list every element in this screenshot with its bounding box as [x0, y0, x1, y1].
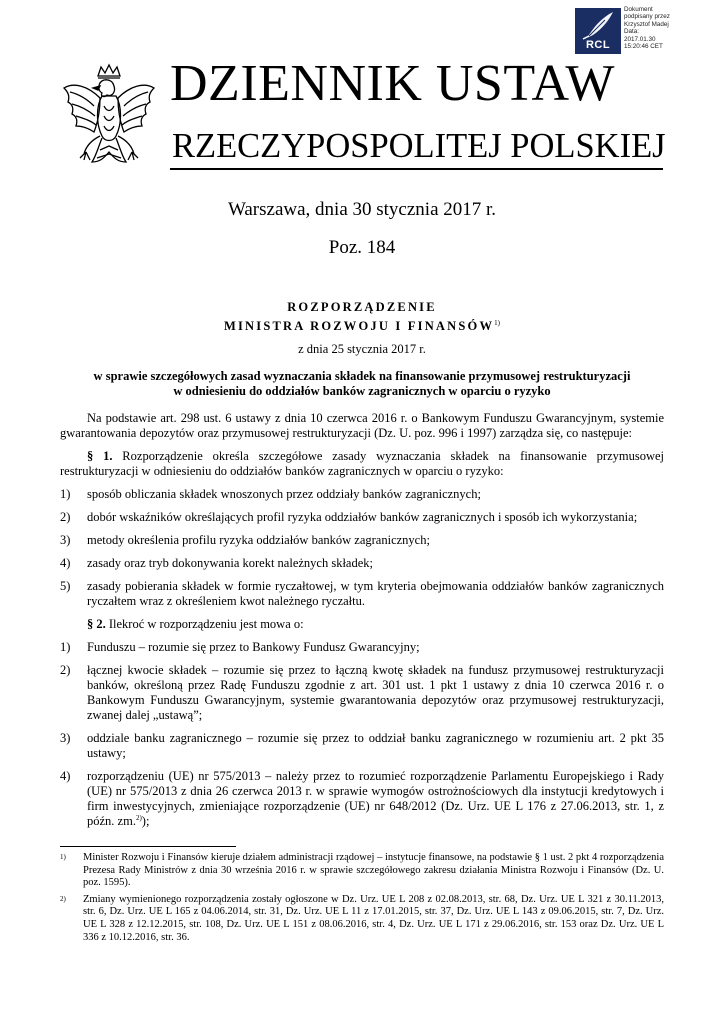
journal-subtitle: RZECZYPOSPOLITEJ POLSKIEJ: [172, 127, 666, 165]
item-text: oddziale banku zagranicznego – rozumie się przez to oddział banku zagranicznego w rozumieniu art. 2 pkt 35 ustawy;: [87, 731, 664, 760]
list-item: [60, 663, 664, 723]
footnote-number: 1): [60, 853, 66, 861]
list-item: [60, 533, 664, 548]
footnote-text: Zmiany wymienionego rozporządzenia zostały ogłoszone w Dz. Urz. UE L 208 z 02.08.2013, str. 68, Dz. Urz. UE L 321 z 30.11.2013, str. 6, Dz. Urz. UE L 165 z 04.06.2014, str. 31, Dz. Urz. UE L 11 z 17.01.2015, str. 37, Dz. Urz. UE L 143 z 09.06.2015, str. 7, Dz. Urz. UE L 328 z 12.12.2015, str. 108, Dz. Urz. UE L 151 z 08.06.2016, str. 4, Dz. Urz. UE L 171 z 29.06.2016, str. 153 oraz Dz. Urz. UE L 336 z 10.12.2016, str. 36.: [83, 893, 664, 943]
section-text: Rozporządzenie określa szczegółowe zasady wyznaczania składek na finansowanie przymusowej restrukturyzacji w odniesieniu do oddziałów banków zagranicznych w oparciu o ryzyko:: [60, 449, 665, 478]
section-label: § 2.: [87, 617, 106, 631]
footnote-text: Minister Rozwoju i Finansów kieruje działem administracji rządowej – instytucje finansowe, na podstawie § 1 ust. 2 pkt 4 rozporządzenia Prezesa Rady Ministrów z dnia 30 września 2016 r. w sprawie szczegółowego zakresu działania Ministra Rozwoju i Finansów (Dz. U. poz. 1595).: [83, 852, 664, 889]
item-number: 3): [60, 731, 71, 745]
footnote: [60, 894, 664, 944]
act-title-line: w sprawie szczegółowych zasad wyznaczania składek na finansowanie przymusowej restrukturyzacji: [93, 369, 631, 383]
preamble: Na podstawie art. 298 ust. 6 ustawy z dnia 10 czerwca 2016 r. o Bankowym Funduszu Gwarancyjnym, systemie gwarantowania depozytów oraz przymusowej restrukturyzacji (Dz. U. poz. 996 i 1997) zarządza się, co następuje:: [60, 411, 664, 440]
list-item: [60, 640, 664, 655]
item-text-tail: );: [141, 814, 150, 828]
item-text: sposób obliczania składek wnoszonych przez oddziały banków zagranicznych;: [87, 487, 481, 501]
item-number: 5): [60, 579, 71, 593]
journal-title: DZIENNIK USTAW: [170, 55, 615, 112]
act-date: z dnia 25 stycznia 2017 r.: [298, 342, 426, 356]
item-number: 4): [60, 556, 71, 570]
item-text-main: rozporządzeniu (UE) nr 575/2013 – należy przez to rozumieć rozporządzenie Parlamentu Europejskiego i Rady (UE) nr 575/2013 z dnia 26 czerwca 2013 r. w sprawie wymogów ostrożnościowych dla instytucji kredytowych i firm inwestycyjnych, zmieniające rozporządzenie (UE) nr 648/2012 (Dz. Urz. UE L 176 z 27.06.2013, str. 1, z późn. zm.: [87, 769, 664, 828]
item-text: łącznej kwocie składek – rozumie się przez to łączną kwotę składek na fundusz przymusowej restrukturyzacji banków, określoną przez Radę Funduszu zgodnie z art. 301 ust. 1 pkt 1 ustawy z dnia 10 czerwca 2016 r. o Bankowym Funduszu Gwarancyjnym, systemie gwarantowania depozytów oraz przymusowej restrukturyzacji, zwanej dalej „ustawą”;: [87, 663, 664, 722]
footnote: [60, 852, 664, 890]
item-text: Funduszu – rozumie się przez to Bankowy Fundusz Gwarancyjny;: [87, 640, 420, 654]
item-text: [87, 769, 664, 829]
rcl-logo-text: RCL: [585, 39, 611, 51]
item-text: dobór wskaźników określających profil ryzyka oddziałów banków zagranicznych i sposób ich wykorzystania;: [87, 510, 638, 524]
signature-stamp: [575, 6, 721, 56]
item-text: zasady oraz tryb dokonywania korekt należnych składek;: [87, 556, 374, 570]
item-number: 1): [60, 640, 71, 654]
act-authority: [0, 319, 724, 334]
footnote-ref: 1): [494, 319, 501, 327]
section-label: § 1.: [87, 449, 113, 463]
authority-name: MINISTRA ROZWOJU I FINANSÓW: [223, 319, 495, 333]
section-text: Ilekroć w rozporządzeniu jest mowa o:: [105, 617, 304, 631]
section-1: [60, 449, 664, 479]
item-number: 4): [60, 769, 71, 783]
footnote-ref: 2): [135, 814, 142, 822]
item-number: 2): [60, 663, 71, 677]
rcl-logo: [575, 8, 621, 54]
signature-line: Data:: [624, 28, 640, 36]
masthead-divider: [170, 168, 663, 170]
list-item: [60, 510, 664, 525]
signature-line: Krzysztof Madej: [624, 20, 669, 28]
feather-pen-icon: [575, 8, 621, 42]
item-number: 1): [60, 487, 71, 501]
signature-line: 15:20:46 CET: [624, 43, 663, 51]
item-text: metody określenia profilu ryzyka oddziałów banków zagranicznych;: [87, 533, 430, 547]
act-type: ROZPORZĄDZENIE: [287, 300, 437, 314]
item-number: 2): [60, 510, 71, 524]
position-number: Poz. 184: [328, 237, 396, 258]
signature-line: Dokument: [624, 6, 653, 13]
polish-eagle-emblem: [60, 62, 158, 178]
publication-date: Warszawa, dnia 30 stycznia 2017 r.: [227, 199, 497, 220]
signature-info: [624, 6, 670, 50]
item-number: 3): [60, 533, 71, 547]
footnote-number: 2): [60, 894, 66, 903]
list-item: [60, 579, 664, 609]
list-item: [60, 731, 664, 761]
list-item: [60, 556, 664, 571]
list-item: [60, 769, 664, 829]
act-body: [60, 411, 664, 837]
section-2: [60, 617, 664, 632]
item-text: zasady pobierania składek w formie ryczałtowej, w tym kryteria obejmowania oddziałów banków zagranicznych ryczałtem wraz z określeniem kwot należnego ryczałtu.: [87, 579, 664, 608]
signature-line: podpisany przez: [624, 13, 670, 21]
list-item: [60, 487, 664, 502]
footnote-divider: [60, 846, 236, 847]
act-title-line: w odniesieniu do oddziałów banków zagranicznych w oparciu o ryzyko: [173, 384, 551, 398]
footnotes: [60, 852, 664, 948]
signature-line: 2017.01.30: [624, 35, 656, 43]
act-title: [60, 369, 664, 399]
